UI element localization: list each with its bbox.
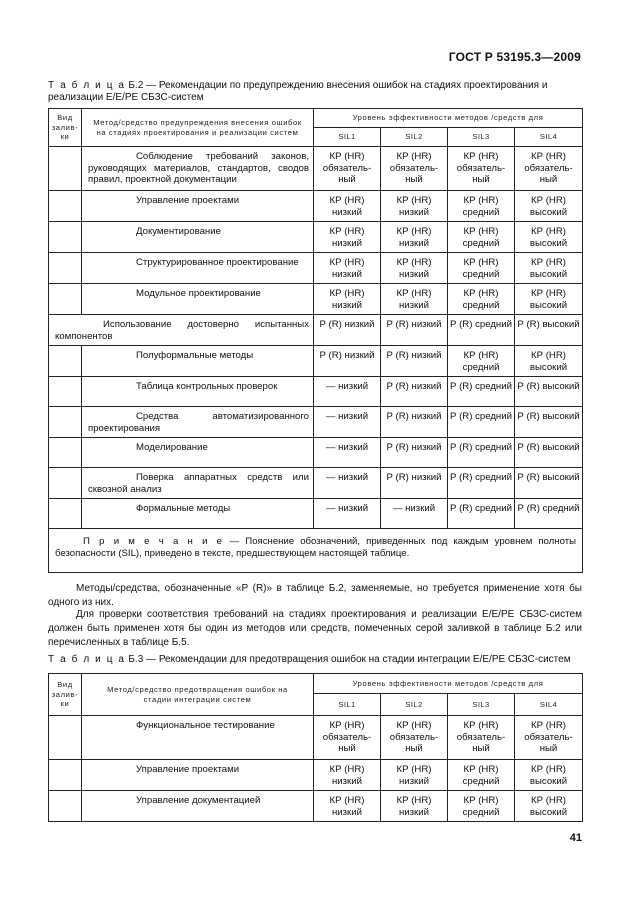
fill-cell (49, 468, 82, 499)
table-row (49, 791, 583, 822)
table-b3-sil1: SIL1 (314, 694, 381, 716)
table-b3-sil3: SIL3 (448, 694, 515, 716)
table-b2-col-method: Метод/средство предупреждения внесения ошибок на стадиях проектирования и реализации систем (82, 109, 314, 147)
value-cell: КР (HR) низкий (314, 253, 381, 284)
fill-cell (49, 284, 82, 315)
fill-cell (49, 499, 82, 529)
table-row (49, 147, 583, 191)
value-cell: КР (HR) низкий (381, 191, 448, 222)
method-cell: Управление проектами (82, 760, 314, 791)
table-row (49, 191, 583, 222)
table-b3-col-method: Метод/средство предотвращения ошибок на стадии интеграции систем (82, 674, 314, 716)
value-cell: КР (HR) высокий (515, 253, 583, 284)
table-b2-sil1: SIL1 (314, 128, 381, 147)
value-cell: Р (R) низкий (381, 468, 448, 499)
table-row (49, 760, 583, 791)
value-cell: — низкий (314, 468, 381, 499)
method-cell: Модульное проектирование (82, 284, 314, 315)
value-cell: Р (R) высокий (515, 438, 583, 468)
table-b2-sil2: SIL2 (381, 128, 448, 147)
value-cell: Р (R) средний (448, 499, 515, 529)
method-cell: Поверка аппаратных средств или сквозной анализ (82, 468, 314, 499)
value-cell: КР (HR) обязатель-ный (515, 716, 583, 760)
table-b3-caption-text: Б.3 — Рекомендации для предотвращения ошибок на стадии интеграции Е/Е/РЕ СБЗС-систем (125, 654, 571, 665)
table-note-row (49, 529, 583, 573)
table-row (49, 468, 583, 499)
table-row (49, 315, 583, 346)
page-number: 41 (569, 832, 582, 844)
value-cell: КР (HR) высокий (515, 191, 583, 222)
table-b2-sil3: SIL3 (448, 128, 515, 147)
value-cell: Р (R) средний (448, 315, 515, 346)
fill-cell (49, 346, 82, 377)
table-b2-note (49, 529, 583, 573)
value-cell: — низкий (381, 499, 448, 529)
value-cell: — низкий (314, 377, 381, 407)
table-b3 (48, 673, 583, 822)
value-cell: Р (R) высокий (515, 468, 583, 499)
method-cell: Средства автоматизированного проектирования (82, 407, 314, 438)
table-row (49, 407, 583, 438)
paragraph-1: Методы/средства, обозначенные «Р (R)» в таблице Б.2, заменяемые, но требуется применение хотя бы одного из них. (48, 583, 582, 608)
value-cell: Р (R) низкий (381, 407, 448, 438)
value-cell: Р (R) высокий (515, 315, 583, 346)
fill-cell (49, 222, 82, 253)
table-b3-col-fill: Вид залив-ки (49, 674, 82, 716)
value-cell: Р (R) низкий (381, 377, 448, 407)
method-cell: Использование достоверно испытанных компонентов (49, 315, 314, 346)
value-cell: КР (HR) средний (448, 791, 515, 822)
value-cell: КР (HR) низкий (314, 791, 381, 822)
table-b2-caption-text: Б.2 — Рекомендации по предупреждению внесения ошибок на стадиях проектирования и реализации Е/Е/РЕ СБЗС-систем (48, 80, 548, 103)
note-label: П р и м е ч а н и е (83, 536, 224, 547)
value-cell: КР (HR) средний (448, 191, 515, 222)
table-row (49, 438, 583, 468)
table-b2-col-level: Уровень эффективности методов /средств для (314, 109, 583, 128)
value-cell: КР (HR) обязатель-ный (314, 147, 381, 191)
fill-cell (49, 377, 82, 407)
value-cell: — низкий (314, 438, 381, 468)
value-cell: Р (R) средний (515, 499, 583, 529)
value-cell: Р (R) высокий (515, 407, 583, 438)
fill-cell (49, 760, 82, 791)
fill-cell (49, 791, 82, 822)
value-cell: КР (HR) высокий (515, 760, 583, 791)
table-b3-caption-label: Т а б л и ц а (48, 654, 126, 665)
value-cell: Р (R) высокий (515, 377, 583, 407)
fill-cell (49, 438, 82, 468)
table-row (49, 253, 583, 284)
method-cell: Структурированное проектирование (82, 253, 314, 284)
method-cell: Документирование (82, 222, 314, 253)
value-cell: КР (HR) обязатель-ный (381, 147, 448, 191)
value-cell: КР (HR) низкий (381, 284, 448, 315)
value-cell: КР (HR) низкий (381, 222, 448, 253)
value-cell: КР (HR) низкий (314, 284, 381, 315)
table-row (49, 377, 583, 407)
method-cell: Моделирование (82, 438, 314, 468)
value-cell: Р (R) низкий (381, 438, 448, 468)
document-header: ГОСТ Р 53195.3—2009 (448, 50, 581, 64)
value-cell: КР (HR) высокий (515, 222, 583, 253)
value-cell: КР (HR) низкий (381, 760, 448, 791)
fill-cell (49, 253, 82, 284)
value-cell: Р (R) средний (448, 407, 515, 438)
table-b2 (48, 108, 583, 573)
value-cell: КР (HR) обязатель-ный (448, 716, 515, 760)
value-cell: Р (R) низкий (314, 346, 381, 377)
method-cell: Полуформальные методы (82, 346, 314, 377)
value-cell: КР (HR) обязатель-ный (515, 147, 583, 191)
table-b2-sil4: SIL4 (515, 128, 583, 147)
note-text: — Пояснение обозначений, приведенных под каждым уровнем полноты безопасности (SIL), приведено в тексте, предшествующем настоящей таблице. (55, 536, 576, 559)
value-cell: КР (HR) средний (448, 760, 515, 791)
table-b3-sil4: SIL4 (515, 694, 583, 716)
value-cell: КР (HR) низкий (314, 760, 381, 791)
method-cell: Функциональное тестирование (82, 716, 314, 760)
value-cell: КР (HR) высокий (515, 284, 583, 315)
table-b3-col-level: Уровень эффективности методов /средств для (314, 674, 583, 694)
value-cell: КР (HR) обязатель-ный (381, 716, 448, 760)
value-cell: КР (HR) низкий (314, 191, 381, 222)
method-cell: Управление проектами (82, 191, 314, 222)
value-cell: КР (HR) средний (448, 222, 515, 253)
fill-cell (49, 191, 82, 222)
table-b3-caption (48, 654, 588, 666)
value-cell: Р (R) низкий (381, 315, 448, 346)
value-cell: Р (R) средний (448, 438, 515, 468)
value-cell: Р (R) низкий (314, 315, 381, 346)
table-b3-sil2: SIL2 (381, 694, 448, 716)
table-row (49, 499, 583, 529)
value-cell: КР (HR) высокий (515, 346, 583, 377)
method-cell: Соблюдение требований законов, руководящих материалов, стандартов, сводов правил, проектной документации (82, 147, 314, 191)
fill-cell (49, 716, 82, 760)
value-cell: Р (R) низкий (381, 346, 448, 377)
value-cell: КР (HR) низкий (381, 253, 448, 284)
table-b2-caption-label: Т а б л и ц а (48, 80, 126, 91)
value-cell: КР (HR) средний (448, 284, 515, 315)
value-cell: — низкий (314, 499, 381, 529)
table-b2-caption (48, 80, 588, 104)
fill-cell (49, 407, 82, 438)
paragraph-2: Для проверки соответствия требований на стадиях проектирования и реализации Е/Е/РЕ СБЗС-систем должен быть применен хотя бы один из методов или средств, помеченных серой заливкой в таблице Б.2 или перечисленных в таблице Б.5. (48, 609, 582, 648)
fill-cell (49, 147, 82, 191)
value-cell: КР (HR) средний (448, 253, 515, 284)
table-row (49, 346, 583, 377)
value-cell: КР (HR) обязатель-ный (448, 147, 515, 191)
table-row (49, 284, 583, 315)
table-b2-col-fill: Вид залив-ки (49, 109, 82, 147)
value-cell: — низкий (314, 407, 381, 438)
method-cell: Формальные методы (82, 499, 314, 529)
value-cell: КР (HR) низкий (381, 791, 448, 822)
value-cell: Р (R) средний (448, 468, 515, 499)
value-cell: КР (HR) высокий (515, 791, 583, 822)
method-cell: Управление документацией (82, 791, 314, 822)
value-cell: Р (R) средний (448, 377, 515, 407)
method-cell: Таблица контрольных проверок (82, 377, 314, 407)
value-cell: КР (HR) низкий (314, 222, 381, 253)
value-cell: КР (HR) средний (448, 346, 515, 377)
table-row (49, 716, 583, 760)
table-row (49, 222, 583, 253)
value-cell: КР (HR) обязатель-ный (314, 716, 381, 760)
